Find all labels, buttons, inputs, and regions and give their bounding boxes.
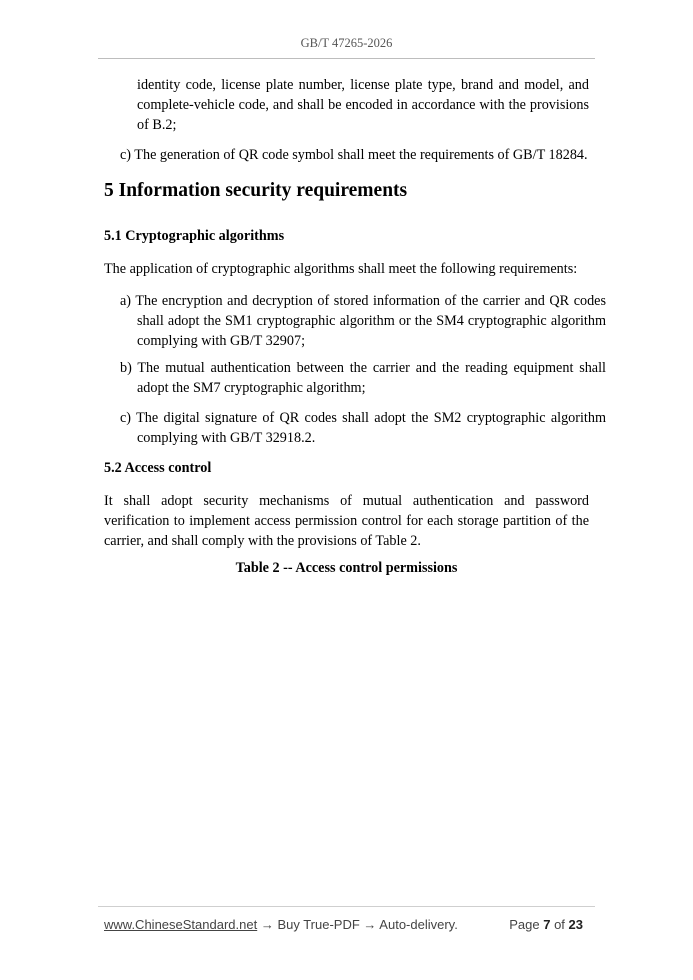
crypto-requirement-b: b) The mutual authentication between the carrier and the reading equipment shall adopt the SM7 cryptographic algorithm; xyxy=(120,360,606,396)
table-2-caption: Table 2 -- Access control permissions xyxy=(235,560,458,576)
section-5-2-body: It shall adopt security mechanisms of mutual authentication and password verification to implement access permission control for each storage partition of the carrier, and shall comply with the provisions of Table 2. xyxy=(104,493,589,549)
footer-promo xyxy=(104,917,458,932)
footer-divider xyxy=(98,906,595,907)
section-5-2-heading: 5.2 Access control xyxy=(104,460,212,476)
promo-text: → Buy True-PDF → Auto-delivery. xyxy=(260,917,458,932)
total-pages: 23 xyxy=(568,917,583,932)
crypto-requirement-a: a) The encryption and decryption of stored information of the carrier and QR codes shall adopt the SM1 cryptographic algorithm or the SM4 cryptographic algorithm complying with GB/T 32907; xyxy=(120,293,606,349)
list-item-c-qr-generation: c) The generation of QR code symbol shall meet the requirements of GB/T 18284. xyxy=(120,147,588,163)
section-5-1-heading: 5.1 Cryptographic algorithms xyxy=(104,228,285,244)
section-5-1-intro: The application of cryptographic algorithms shall meet the following requirements: xyxy=(104,261,578,277)
site-link[interactable]: www.ChineseStandard.net xyxy=(104,917,258,932)
of-label: of xyxy=(554,917,565,932)
list-item-b-continuation: identity code, license plate number, license plate type, brand and model, and complete-vehicle code, and shall be encoded in accordance with the provisions of B.2; xyxy=(137,77,589,133)
crypto-requirement-c: c) The digital signature of QR codes shall adopt the SM2 cryptographic algorithm complying with GB/T 32918.2. xyxy=(120,410,606,446)
running-header: GB/T 47265-2026 xyxy=(300,36,393,50)
page-label: Page xyxy=(509,917,540,932)
section-5-heading: 5 Information security requirements xyxy=(104,180,408,201)
header-divider xyxy=(98,58,595,59)
page-indicator xyxy=(509,917,583,932)
page-number: 7 xyxy=(543,917,551,932)
